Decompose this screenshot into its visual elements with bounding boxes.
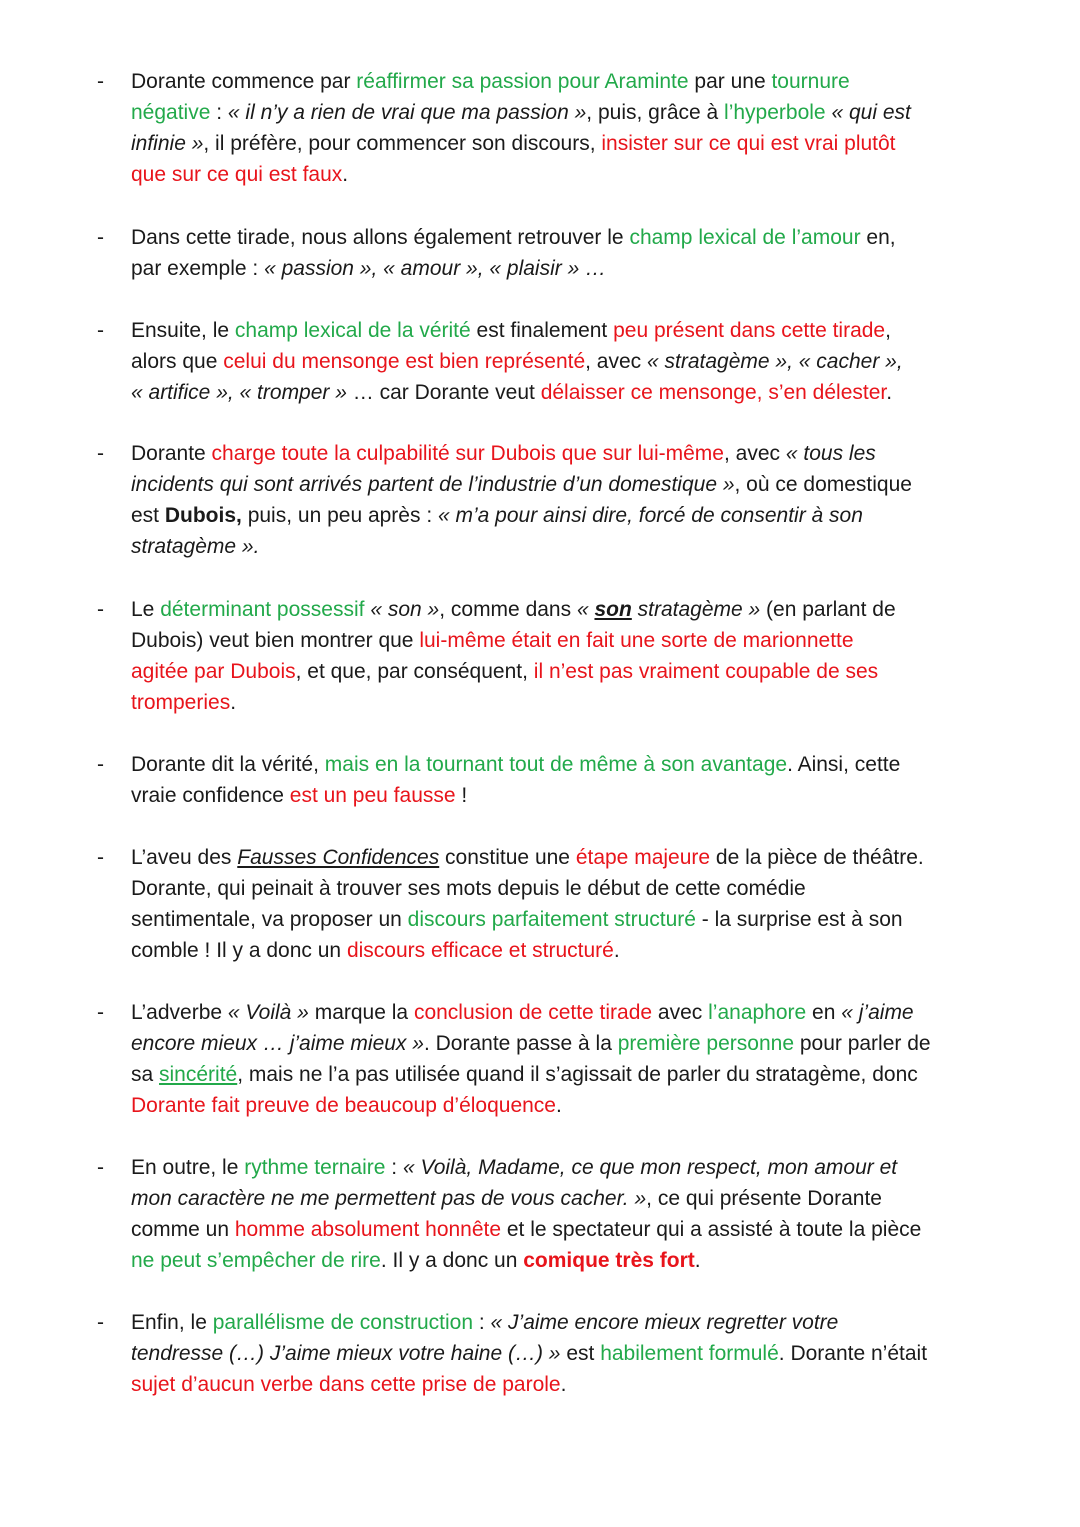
highlight-green: sincérité [159, 1063, 238, 1086]
paragraph-line [131, 1307, 1016, 1338]
highlight-red: peu présent dans cette tirade [613, 319, 886, 342]
text-segment: , [885, 319, 891, 342]
text-segment: L’adverbe [131, 1001, 228, 1024]
paragraph-line [131, 656, 1016, 687]
paragraph-line [131, 66, 1016, 97]
text-segment: L’aveu des [131, 846, 238, 869]
paragraph-line [131, 1338, 1016, 1369]
text-segment: vraie confidence [131, 784, 290, 807]
text-segment: . Ainsi, cette [787, 753, 901, 776]
highlight-red: charge toute la culpabilité sur Dubois que sur lui-même [211, 442, 724, 465]
highlight-red: est un peu fausse [289, 784, 456, 807]
text-segment: . [555, 1094, 562, 1117]
text-segment: Enfin, le [131, 1311, 213, 1334]
paragraph-line [131, 469, 1016, 500]
text-segment: « passion », « amour », « plaisir » … [264, 257, 607, 280]
paragraph-line [131, 997, 1016, 1028]
text-segment: . Dorante passe à la [423, 1032, 618, 1055]
highlight-red: que sur ce qui est faux [131, 163, 343, 186]
highlight-green: tournure [771, 70, 850, 93]
highlight-green: ne peut s’empêcher de rire [131, 1249, 381, 1272]
highlight-green: discours parfaitement structuré [407, 908, 696, 931]
text-segment: « artifice », « tromper » [131, 381, 347, 404]
highlight-red: agitée par Dubois [131, 660, 296, 683]
text-segment: , avec [723, 442, 786, 465]
paragraph-line [131, 1369, 1016, 1400]
text-segment: « il n’y a rien de vrai que ma passion » [227, 101, 587, 124]
text-segment: marque la [308, 1001, 414, 1024]
text-segment: par exemple : [131, 257, 265, 280]
text-segment: comme un [131, 1218, 235, 1241]
bullet-dash: - [97, 598, 104, 621]
text-segment: sa [131, 1063, 160, 1086]
highlight-green: déterminant possessif [160, 598, 365, 621]
highlight-green: première personne [617, 1032, 794, 1055]
text-segment: Le [131, 598, 161, 621]
highlight-red: il n’est pas vraiment coupable de ses [533, 660, 879, 683]
paragraph-line [131, 97, 1016, 128]
text-segment: Dorante commence par [131, 70, 357, 93]
bullet-dash: - [97, 70, 104, 93]
text-segment: incidents qui sont arrivés partent de l’industrie d’un domestique » [131, 473, 735, 496]
highlight-green: champ lexical de la vérité [234, 319, 471, 342]
bullet-dash: - [97, 1311, 104, 1334]
paragraph-line [131, 128, 1016, 159]
paragraph-line [131, 253, 1016, 284]
highlight-red: discours efficace et structuré [346, 939, 614, 962]
highlight-red: comique très fort [523, 1249, 695, 1272]
text-segment: « qui est [831, 101, 911, 124]
paragraph-line [131, 1183, 1016, 1214]
paragraph-line [131, 687, 1016, 718]
highlight-green: champ lexical de l’amour [629, 226, 861, 249]
highlight-green: habilement formulé [600, 1342, 779, 1365]
text-segment: . [613, 939, 620, 962]
highlight-green: l’anaphore [708, 1001, 807, 1024]
text-segment: … car Dorante veut [346, 381, 541, 404]
text-segment: : [385, 1156, 403, 1179]
bullet-dash: - [97, 753, 104, 776]
text-segment: « J’aime encore mieux regretter votre [490, 1311, 839, 1334]
text-segment: , il préfère, pour commencer son discours, [203, 132, 602, 155]
text-segment: « m’a pour ainsi dire, forcé de consentir à son [438, 504, 863, 527]
paragraph-line [131, 904, 1016, 935]
paragraph-line [131, 1090, 1016, 1121]
text-segment: (en parlant de [760, 598, 896, 621]
text-segment: « [576, 598, 595, 621]
text-segment: « stratagème », « cacher », [647, 350, 903, 373]
highlight-red: insister sur ce qui est vrai plutôt [601, 132, 896, 155]
text-segment: Dorante [131, 442, 212, 465]
text-segment: en, [860, 226, 896, 249]
text-segment: « Voilà, Madame, ce que mon respect, mon amour et [402, 1156, 898, 1179]
text-segment: stratagème » [631, 598, 761, 621]
text-segment: Dubois) veut bien montrer que [131, 629, 420, 652]
paragraph-line [131, 377, 1016, 408]
text-segment: constitue une [439, 846, 576, 869]
text-segment: , où ce domestique [734, 473, 912, 496]
paragraph-line [131, 1214, 1016, 1245]
bullet-dash: - [97, 442, 104, 465]
paragraph-line [131, 500, 1016, 531]
text-segment: . [560, 1373, 567, 1396]
highlight-red: conclusion de cette tirade [413, 1001, 653, 1024]
text-segment: « tous les [785, 442, 876, 465]
bullet-dash: - [97, 1001, 104, 1024]
highlight-red: étape majeure [575, 846, 711, 869]
highlight-green: rythme ternaire [244, 1156, 386, 1179]
text-segment: encore mieux … j’aime mieux » [131, 1032, 424, 1055]
text-segment: stratagème ». [131, 535, 260, 558]
text-segment: « j’aime [841, 1001, 914, 1024]
highlight-red: lui-même était en fait une sorte de marionnette [419, 629, 854, 652]
highlight-red: sujet d’aucun verbe dans cette prise de parole [131, 1373, 561, 1396]
paragraph-line [131, 780, 1016, 811]
highlight-green: parallélisme de construction [212, 1311, 474, 1334]
highlight-green: réaffirmer sa passion pour Araminte [356, 70, 689, 93]
text-segment: infinie » [131, 132, 204, 155]
text-segment: avec [652, 1001, 709, 1024]
text-segment: . [230, 691, 237, 714]
text-segment: . [886, 381, 893, 404]
paragraph-line [131, 346, 1016, 377]
text-segment: Dans cette tirade, nous allons également retrouver le [131, 226, 630, 249]
text-segment: puis, un peu après : [241, 504, 438, 527]
paragraph-line [131, 315, 1016, 346]
text-segment: , ce qui présente Dorante [646, 1187, 882, 1210]
text-segment: Dubois, [164, 504, 242, 527]
highlight-green: mais en la tournant tout de même à son avantage [324, 753, 788, 776]
paragraph-line [131, 749, 1016, 780]
text-segment: En outre, le [131, 1156, 245, 1179]
text-segment: « Voilà » [227, 1001, 309, 1024]
highlight-green: négative [131, 101, 211, 124]
text-segment: . [342, 163, 349, 186]
text-segment: est [560, 1342, 601, 1365]
text-segment: est [131, 504, 165, 527]
bullet-dash: - [97, 319, 104, 342]
text-segment: « son » [370, 598, 440, 621]
paragraph-line [131, 222, 1016, 253]
text-segment: - la surprise est à son [695, 908, 903, 931]
text-segment: pour parler de [794, 1032, 931, 1055]
text-segment: par une [688, 70, 772, 93]
highlight-red: celui du mensonge est bien représenté [223, 350, 586, 373]
text-segment: sentimentale, va proposer un [131, 908, 408, 931]
text-segment: , avec [585, 350, 648, 373]
text-segment: . [694, 1249, 701, 1272]
text-segment: tendresse (…) J’aime mieux votre haine (…) » [131, 1342, 561, 1365]
bullet-dash: - [97, 226, 104, 249]
paragraph-line [131, 935, 1016, 966]
paragraph-line [131, 1028, 1016, 1059]
highlight-red: délaisser ce mensonge, s’en délester [540, 381, 887, 404]
text-segment: Dorante, qui peinait à trouver ses mots depuis le début de cette comédie [131, 877, 806, 900]
text-segment: . Il y a donc un [380, 1249, 524, 1272]
text-segment: en [806, 1001, 842, 1024]
text-segment: de la pièce de théâtre. [710, 846, 924, 869]
text-segment: et le spectateur qui a assisté à toute la pièce [501, 1218, 922, 1241]
paragraph-line [131, 1245, 1016, 1276]
text-segment: alors que [131, 350, 224, 373]
highlight-red: tromperies [131, 691, 231, 714]
bullet-dash: - [97, 1156, 104, 1179]
highlight-green: l’hyperbole [724, 101, 826, 124]
paragraph-line [131, 159, 1016, 190]
paragraph-line [131, 1059, 1016, 1090]
text-segment: . Dorante n’était [778, 1342, 928, 1365]
text-segment: son [594, 598, 632, 621]
highlight-red: Dorante fait preuve de beaucoup d’éloquence [131, 1094, 556, 1117]
text-segment: mon caractère ne me permettent pas de vous cacher. » [131, 1187, 647, 1210]
text-segment: ! [455, 784, 468, 807]
paragraph-line [131, 873, 1016, 904]
paragraph-line [131, 594, 1016, 625]
paragraph-line [131, 842, 1016, 873]
paragraph-line [131, 438, 1016, 469]
text-segment: Ensuite, le [131, 319, 235, 342]
text-segment: , comme dans [439, 598, 577, 621]
paragraph-line [131, 531, 1016, 562]
text-segment: : [473, 1311, 491, 1334]
text-segment: : [210, 101, 228, 124]
text-segment: Fausses Confidences [237, 846, 440, 869]
paragraph-line [131, 1152, 1016, 1183]
text-segment: comble ! Il y a donc un [131, 939, 347, 962]
text-segment: Dorante dit la vérité, [131, 753, 325, 776]
text-segment: , et que, par conséquent, [295, 660, 534, 683]
text-segment: , mais ne l’a pas utilisée quand il s’agissait de parler du stratagème, donc [237, 1063, 918, 1086]
bullet-dash: - [97, 846, 104, 869]
highlight-red: homme absolument honnête [234, 1218, 502, 1241]
text-segment: est finalement [470, 319, 614, 342]
paragraph-line [131, 625, 1016, 656]
text-segment: , puis, grâce à [586, 101, 725, 124]
